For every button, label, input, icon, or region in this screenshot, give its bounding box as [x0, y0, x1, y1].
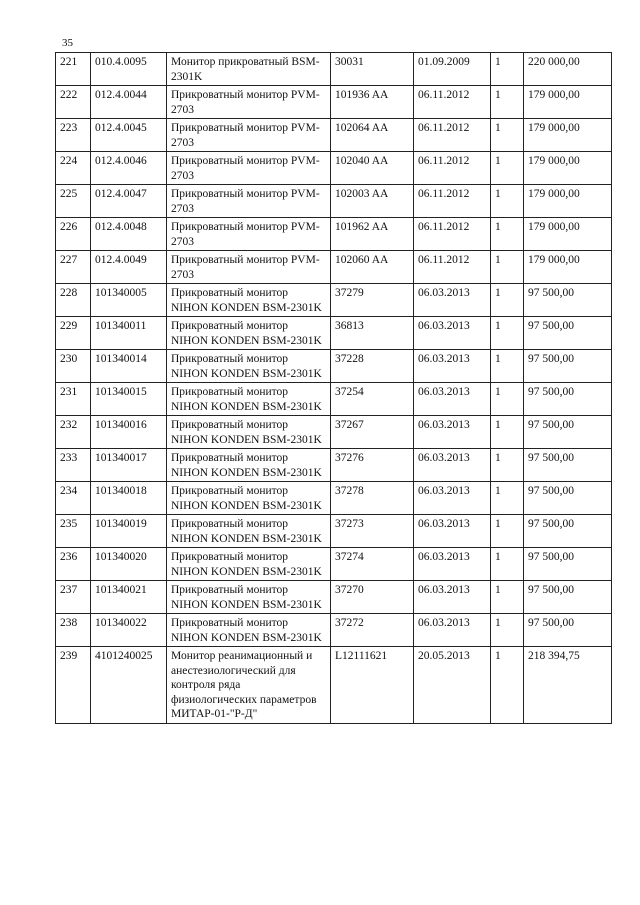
- table-row: [56, 515, 612, 548]
- page-number: 35: [62, 37, 73, 49]
- amount: 97 500,00: [524, 317, 612, 350]
- table-row: [56, 647, 612, 724]
- acquisition-date: 06.03.2013: [414, 515, 491, 548]
- row-number: 229: [56, 317, 91, 350]
- item-name: Прикроватный монитор NIHON KONDEN BSM-2301K: [167, 515, 331, 548]
- row-number: 224: [56, 152, 91, 185]
- serial-number: 37273: [331, 515, 414, 548]
- acquisition-date: 06.03.2013: [414, 317, 491, 350]
- acquisition-date: 06.03.2013: [414, 581, 491, 614]
- inventory-code: 101340020: [91, 548, 167, 581]
- row-number: 231: [56, 383, 91, 416]
- acquisition-date: 06.11.2012: [414, 218, 491, 251]
- acquisition-date: 06.03.2013: [414, 383, 491, 416]
- quantity: 1: [491, 647, 524, 724]
- serial-number: 101936 AA: [331, 86, 414, 119]
- serial-number: 37270: [331, 581, 414, 614]
- quantity: 1: [491, 548, 524, 581]
- table-row: [56, 218, 612, 251]
- table-row: [56, 119, 612, 152]
- quantity: 1: [491, 284, 524, 317]
- row-number: 230: [56, 350, 91, 383]
- acquisition-date: 01.09.2009: [414, 53, 491, 86]
- amount: 97 500,00: [524, 515, 612, 548]
- serial-number: 37272: [331, 614, 414, 647]
- quantity: 1: [491, 350, 524, 383]
- serial-number: 37267: [331, 416, 414, 449]
- acquisition-date: 06.03.2013: [414, 284, 491, 317]
- amount: 179 000,00: [524, 86, 612, 119]
- inventory-code: 012.4.0045: [91, 119, 167, 152]
- inventory-code: 101340019: [91, 515, 167, 548]
- quantity: 1: [491, 416, 524, 449]
- acquisition-date: 06.03.2013: [414, 350, 491, 383]
- inventory-code: 012.4.0047: [91, 185, 167, 218]
- inventory-code: 101340014: [91, 350, 167, 383]
- quantity: 1: [491, 119, 524, 152]
- row-number: 233: [56, 449, 91, 482]
- table-row: [56, 449, 612, 482]
- amount: 179 000,00: [524, 185, 612, 218]
- item-name: Прикроватный монитор PVM-2703: [167, 218, 331, 251]
- item-name: Прикроватный монитор NIHON KONDEN BSM-2301K: [167, 317, 331, 350]
- row-number: 223: [56, 119, 91, 152]
- table-row: [56, 614, 612, 647]
- acquisition-date: 06.03.2013: [414, 482, 491, 515]
- amount: 218 394,75: [524, 647, 612, 724]
- serial-number: 101962 AA: [331, 218, 414, 251]
- inventory-code: 101340011: [91, 317, 167, 350]
- serial-number: L12111621: [331, 647, 414, 724]
- quantity: 1: [491, 515, 524, 548]
- quantity: 1: [491, 152, 524, 185]
- acquisition-date: 06.03.2013: [414, 614, 491, 647]
- row-number: 225: [56, 185, 91, 218]
- serial-number: 30031: [331, 53, 414, 86]
- row-number: 239: [56, 647, 91, 724]
- item-name: Прикроватный монитор NIHON KONDEN BSM-2301K: [167, 416, 331, 449]
- amount: 179 000,00: [524, 251, 612, 284]
- inventory-code: 101340018: [91, 482, 167, 515]
- acquisition-date: 20.05.2013: [414, 647, 491, 724]
- amount: 97 500,00: [524, 350, 612, 383]
- quantity: 1: [491, 251, 524, 284]
- table-row: [56, 383, 612, 416]
- table-row: [56, 350, 612, 383]
- serial-number: 102060 AA: [331, 251, 414, 284]
- inventory-code: 101340015: [91, 383, 167, 416]
- item-name: Прикроватный монитор NIHON KONDEN BSM-2301K: [167, 581, 331, 614]
- item-name: Прикроватный монитор PVM-2703: [167, 251, 331, 284]
- inventory-code: 012.4.0049: [91, 251, 167, 284]
- item-name: Монитор реанимационный и анестезиологический для контроля ряда физиологических параметров МИТАР-01-"Р-Д": [167, 647, 331, 724]
- serial-number: 37274: [331, 548, 414, 581]
- row-number: 228: [56, 284, 91, 317]
- inventory-code: 4101240025: [91, 647, 167, 724]
- amount: 97 500,00: [524, 416, 612, 449]
- acquisition-date: 06.11.2012: [414, 185, 491, 218]
- quantity: 1: [491, 53, 524, 86]
- table-row: [56, 251, 612, 284]
- table-row: [56, 185, 612, 218]
- table-row: [56, 482, 612, 515]
- inventory-code: 012.4.0044: [91, 86, 167, 119]
- table-row: [56, 581, 612, 614]
- acquisition-date: 06.03.2013: [414, 548, 491, 581]
- row-number: 234: [56, 482, 91, 515]
- row-number: 227: [56, 251, 91, 284]
- serial-number: 37228: [331, 350, 414, 383]
- inventory-code: 101340005: [91, 284, 167, 317]
- item-name: Прикроватный монитор PVM-2703: [167, 185, 331, 218]
- acquisition-date: 06.03.2013: [414, 416, 491, 449]
- quantity: 1: [491, 449, 524, 482]
- row-number: 235: [56, 515, 91, 548]
- quantity: 1: [491, 317, 524, 350]
- inventory-code: 101340022: [91, 614, 167, 647]
- table-row: [56, 152, 612, 185]
- quantity: 1: [491, 614, 524, 647]
- row-number: 232: [56, 416, 91, 449]
- serial-number: 37276: [331, 449, 414, 482]
- inventory-table-body: [56, 53, 612, 724]
- amount: 220 000,00: [524, 53, 612, 86]
- item-name: Прикроватный монитор NIHON KONDEN BSM-2301K: [167, 383, 331, 416]
- amount: 97 500,00: [524, 581, 612, 614]
- inventory-code: 101340017: [91, 449, 167, 482]
- row-number: 237: [56, 581, 91, 614]
- inventory-code: 010.4.0095: [91, 53, 167, 86]
- item-name: Прикроватный монитор NIHON KONDEN BSM-2301K: [167, 548, 331, 581]
- table-row: [56, 284, 612, 317]
- amount: 97 500,00: [524, 482, 612, 515]
- table-row: [56, 548, 612, 581]
- table-row: [56, 317, 612, 350]
- amount: 97 500,00: [524, 383, 612, 416]
- item-name: Монитор прикроватный BSM-2301K: [167, 53, 331, 86]
- item-name: Прикроватный монитор PVM-2703: [167, 119, 331, 152]
- amount: 179 000,00: [524, 119, 612, 152]
- row-number: 238: [56, 614, 91, 647]
- row-number: 222: [56, 86, 91, 119]
- quantity: 1: [491, 218, 524, 251]
- acquisition-date: 06.03.2013: [414, 449, 491, 482]
- acquisition-date: 06.11.2012: [414, 251, 491, 284]
- serial-number: 102040 AA: [331, 152, 414, 185]
- table-row: [56, 86, 612, 119]
- acquisition-date: 06.11.2012: [414, 119, 491, 152]
- item-name: Прикроватный монитор NIHON KONDEN BSM-2301K: [167, 284, 331, 317]
- amount: 179 000,00: [524, 152, 612, 185]
- amount: 97 500,00: [524, 548, 612, 581]
- acquisition-date: 06.11.2012: [414, 152, 491, 185]
- inventory-code: 012.4.0046: [91, 152, 167, 185]
- item-name: Прикроватный монитор NIHON KONDEN BSM-2301K: [167, 449, 331, 482]
- acquisition-date: 06.11.2012: [414, 86, 491, 119]
- amount: 97 500,00: [524, 449, 612, 482]
- quantity: 1: [491, 581, 524, 614]
- serial-number: 102003 AA: [331, 185, 414, 218]
- item-name: Прикроватный монитор NIHON KONDEN BSM-2301K: [167, 482, 331, 515]
- serial-number: 36813: [331, 317, 414, 350]
- item-name: Прикроватный монитор PVM-2703: [167, 152, 331, 185]
- item-name: Прикроватный монитор NIHON KONDEN BSM-2301K: [167, 614, 331, 647]
- table-row: [56, 53, 612, 86]
- quantity: 1: [491, 383, 524, 416]
- inventory-code: 101340016: [91, 416, 167, 449]
- quantity: 1: [491, 86, 524, 119]
- serial-number: 37278: [331, 482, 414, 515]
- row-number: 226: [56, 218, 91, 251]
- amount: 97 500,00: [524, 284, 612, 317]
- row-number: 236: [56, 548, 91, 581]
- amount: 97 500,00: [524, 614, 612, 647]
- inventory-code: 012.4.0048: [91, 218, 167, 251]
- item-name: Прикроватный монитор NIHON KONDEN BSM-2301K: [167, 350, 331, 383]
- inventory-table: [55, 52, 612, 724]
- inventory-code: 101340021: [91, 581, 167, 614]
- serial-number: 102064 AA: [331, 119, 414, 152]
- serial-number: 37279: [331, 284, 414, 317]
- amount: 179 000,00: [524, 218, 612, 251]
- serial-number: 37254: [331, 383, 414, 416]
- row-number: 221: [56, 53, 91, 86]
- quantity: 1: [491, 185, 524, 218]
- quantity: 1: [491, 482, 524, 515]
- item-name: Прикроватный монитор PVM-2703: [167, 86, 331, 119]
- table-row: [56, 416, 612, 449]
